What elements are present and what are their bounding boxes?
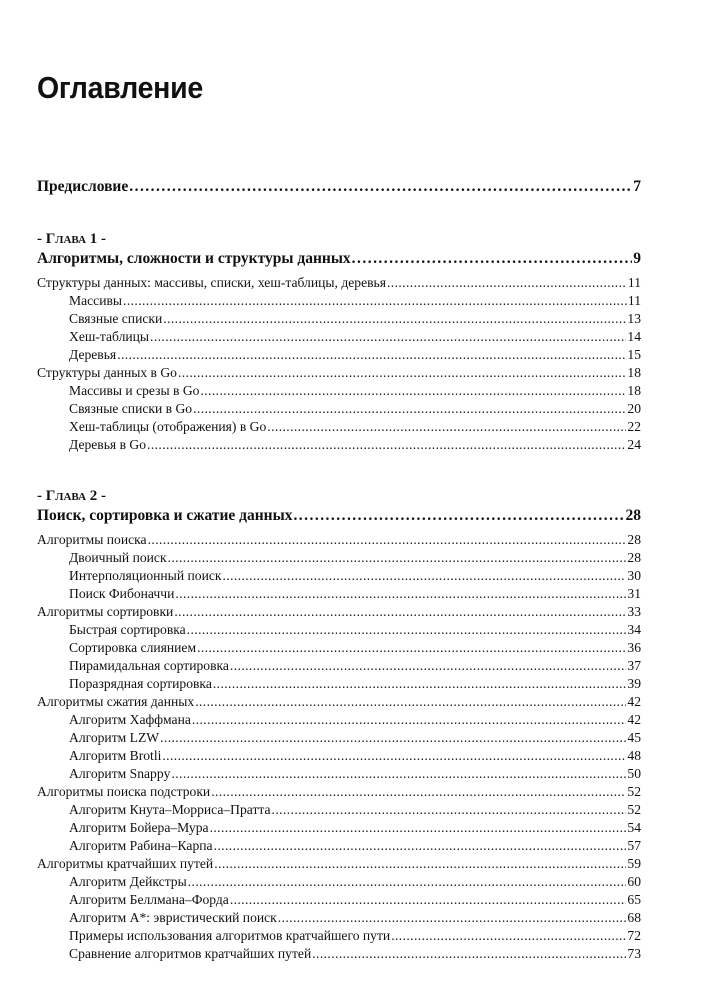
dot-leader (230, 891, 627, 909)
toc-entry-label: Двоичный поиск (69, 550, 167, 565)
dot-leader (147, 436, 626, 454)
toc-subsection[interactable] (37, 765, 641, 783)
toc-subsection[interactable] (37, 382, 641, 400)
toc-entry-label: Алгоритм Бойера–Мура (69, 820, 209, 835)
toc-page-number: 7 (633, 178, 641, 195)
dot-leader (293, 506, 624, 526)
dot-leader (171, 765, 626, 783)
dot-leader (163, 310, 626, 328)
toc-entry-label: Алгоритм Snappy (69, 766, 171, 781)
toc-section[interactable] (37, 364, 641, 382)
dot-leader (117, 346, 626, 364)
toc-page-number: 54 (627, 820, 641, 835)
toc-chapter (37, 486, 641, 963)
toc-entry-label: Алгоритм Brotli (69, 748, 162, 763)
toc-page-number: 45 (627, 730, 641, 745)
toc-chapters (37, 229, 641, 963)
toc-page-number: 30 (627, 568, 641, 583)
toc-entry-label: Структуры данных в Go (37, 365, 177, 380)
toc-chapter-title[interactable] (37, 249, 641, 269)
chapter-number-label: - Глава 2 - (37, 488, 107, 504)
toc-section[interactable] (37, 603, 641, 621)
toc-page-number: 22 (627, 419, 641, 434)
toc-entry-label: Алгоритмы кратчайших путей (37, 856, 214, 871)
dot-leader (174, 603, 626, 621)
toc-subsection[interactable] (37, 346, 641, 364)
toc-page-number: 28 (627, 532, 641, 547)
dot-leader (200, 382, 626, 400)
dot-leader (187, 621, 627, 639)
toc-entry-label: Алгоритм LZW (69, 730, 160, 745)
toc-entry-label: Деревья в Go (69, 437, 147, 452)
toc-subsection[interactable] (37, 729, 641, 747)
toc-page-number: 68 (627, 910, 641, 925)
toc-entry-label: Алгоритм A*: эвристический поиск (69, 910, 277, 925)
toc-subsection[interactable] (37, 873, 641, 891)
dot-leader (123, 292, 627, 310)
toc-section[interactable] (37, 531, 641, 549)
toc-page-number: 18 (627, 365, 641, 380)
toc-entry-label: Алгоритм Беллмана–Форда (69, 892, 229, 907)
toc-subsection[interactable] (37, 639, 641, 657)
toc-subsection[interactable] (37, 418, 641, 436)
toc-entry-label: Связные списки (69, 311, 163, 326)
toc-page-number: 13 (627, 311, 641, 326)
toc-page-number: 33 (627, 604, 641, 619)
dot-leader (197, 639, 626, 657)
toc-page-number: 20 (627, 401, 641, 416)
dot-leader (214, 855, 626, 873)
dot-leader (188, 873, 627, 891)
toc-entry-label: Массивы и срезы в Go (69, 383, 200, 398)
toc-subsection[interactable] (37, 927, 641, 945)
toc-page-number: 37 (627, 658, 641, 673)
toc-entry-label: Алгоритм Хаффмана (69, 712, 191, 727)
toc-entry-label: Алгоритмы поиска (37, 532, 147, 547)
toc-entry-label: Примеры использования алгоритмов кратчайшего пути (69, 928, 391, 943)
toc-subsection[interactable] (37, 436, 641, 454)
dot-leader (162, 747, 626, 765)
chapter-number-label: - Глава 1 - (37, 231, 107, 247)
dot-leader (148, 531, 627, 549)
toc-entry-label: Хеш-таблицы (отображения) в Go (69, 419, 267, 434)
toc-subsection[interactable] (37, 801, 641, 819)
toc-section[interactable] (37, 274, 641, 292)
toc-subsection[interactable] (37, 549, 641, 567)
toc-page-number: 18 (627, 383, 641, 398)
table-of-contents (37, 177, 641, 963)
toc-entry-label: Быстрая сортировка (69, 622, 186, 637)
toc-page-number: 72 (627, 928, 641, 943)
toc-subsection[interactable] (37, 567, 641, 585)
dot-leader (278, 909, 627, 927)
toc-entry-label: Алгоритм Кнута–Морриса–Пратта (69, 802, 271, 817)
toc-entry-label: Алгоритмы сортировки (37, 604, 174, 619)
page-title: Оглавление (37, 70, 203, 105)
toc-subsection[interactable] (37, 657, 641, 675)
dot-leader (160, 729, 626, 747)
toc-entry-label: Интерполяционный поиск (69, 568, 222, 583)
toc-page-number: 42 (627, 694, 641, 709)
toc-chapter (37, 229, 641, 454)
dot-leader (211, 783, 626, 801)
toc-chapter-title[interactable] (37, 506, 641, 526)
toc-page-number: 28 (627, 550, 641, 565)
dot-leader (267, 418, 626, 436)
dot-leader (175, 585, 626, 603)
toc-subsection[interactable] (37, 747, 641, 765)
toc-entry-label: Сравнение алгоритмов кратчайших путей (69, 946, 312, 961)
toc-subsection[interactable] (37, 891, 641, 909)
toc-entry-label: Деревья (69, 347, 117, 362)
toc-entry-label: Алгоритм Дейкстры (69, 874, 187, 889)
toc-subsection[interactable] (37, 675, 641, 693)
toc-subsection[interactable] (37, 400, 641, 418)
dot-leader (195, 693, 626, 711)
chapter-title: Поиск, сортировка и сжатие данных (37, 507, 293, 524)
dot-leader (352, 249, 633, 269)
toc-entry-label: Пирамидальная сортировка (69, 658, 229, 673)
toc-page-number: 65 (627, 892, 641, 907)
dot-leader (391, 927, 626, 945)
toc-page-number: 11 (627, 293, 641, 308)
toc-page-number: 48 (627, 748, 641, 763)
toc-entry-label: Сортировка слиянием (69, 640, 197, 655)
toc-subsection[interactable] (37, 328, 641, 346)
toc-page-number: 57 (627, 838, 641, 853)
dot-leader (178, 364, 626, 382)
toc-subsection[interactable] (37, 621, 641, 639)
toc-entry-label: Алгоритмы сжатия данных (37, 694, 195, 709)
toc-page-number: 39 (627, 676, 641, 691)
toc-subsection[interactable] (37, 585, 641, 603)
toc-page-number: 9 (633, 250, 641, 267)
toc-preface-label: Предисловие (37, 178, 129, 195)
dot-leader (230, 657, 626, 675)
dot-leader (387, 274, 627, 292)
chapter-title: Алгоритмы, сложности и структуры данных (37, 250, 351, 267)
dot-leader (150, 328, 626, 346)
toc-page-number: 14 (627, 329, 641, 344)
toc-entry-label: Структуры данных: массивы, списки, хеш-таблицы, деревья (37, 275, 386, 290)
toc-page-number: 34 (627, 622, 641, 637)
dot-leader (129, 177, 632, 197)
toc-page-number: 31 (627, 586, 641, 601)
toc-page-number: 52 (627, 784, 641, 799)
dot-leader (312, 945, 626, 963)
toc-page-number: 11 (627, 275, 641, 290)
dot-leader (192, 711, 627, 729)
toc-page-number: 60 (627, 874, 641, 889)
dot-leader (193, 400, 626, 418)
toc-subsection[interactable] (37, 292, 641, 310)
toc-entry-label: Поиск Фибоначчи (69, 586, 175, 601)
toc-entry-label: Алгоритмы поиска подстроки (37, 784, 211, 799)
toc-entry-label: Связные списки в Go (69, 401, 193, 416)
toc-page-number: 73 (627, 946, 641, 961)
toc-preface[interactable] (37, 177, 641, 197)
toc-page-number: 42 (627, 712, 641, 727)
toc-page-number: 52 (627, 802, 641, 817)
dot-leader (222, 567, 626, 585)
toc-subsection[interactable] (37, 819, 641, 837)
toc-subsection[interactable] (37, 909, 641, 927)
toc-subsection[interactable] (37, 310, 641, 328)
toc-entry-label: Массивы (69, 293, 123, 308)
toc-section[interactable] (37, 855, 641, 873)
toc-entry-label: Хеш-таблицы (69, 329, 150, 344)
toc-entry-label: Алгоритм Рабина–Карпа (69, 838, 213, 853)
toc-page-number: 36 (627, 640, 641, 655)
toc-page-number: 24 (627, 437, 641, 452)
toc-subsection[interactable] (37, 711, 641, 729)
toc-subsection[interactable] (37, 837, 641, 855)
toc-page-number: 28 (625, 507, 641, 524)
dot-leader (210, 819, 627, 837)
dot-leader (168, 549, 627, 567)
dot-leader (272, 801, 627, 819)
toc-page-number: 59 (627, 856, 641, 871)
dot-leader (214, 837, 627, 855)
toc-section[interactable] (37, 783, 641, 801)
toc-page-number: 50 (627, 766, 641, 781)
dot-leader (213, 675, 627, 693)
toc-page-number: 15 (627, 347, 641, 362)
toc-subsection[interactable] (37, 945, 641, 963)
toc-entry-label: Поразрядная сортировка (69, 676, 212, 691)
toc-section[interactable] (37, 693, 641, 711)
